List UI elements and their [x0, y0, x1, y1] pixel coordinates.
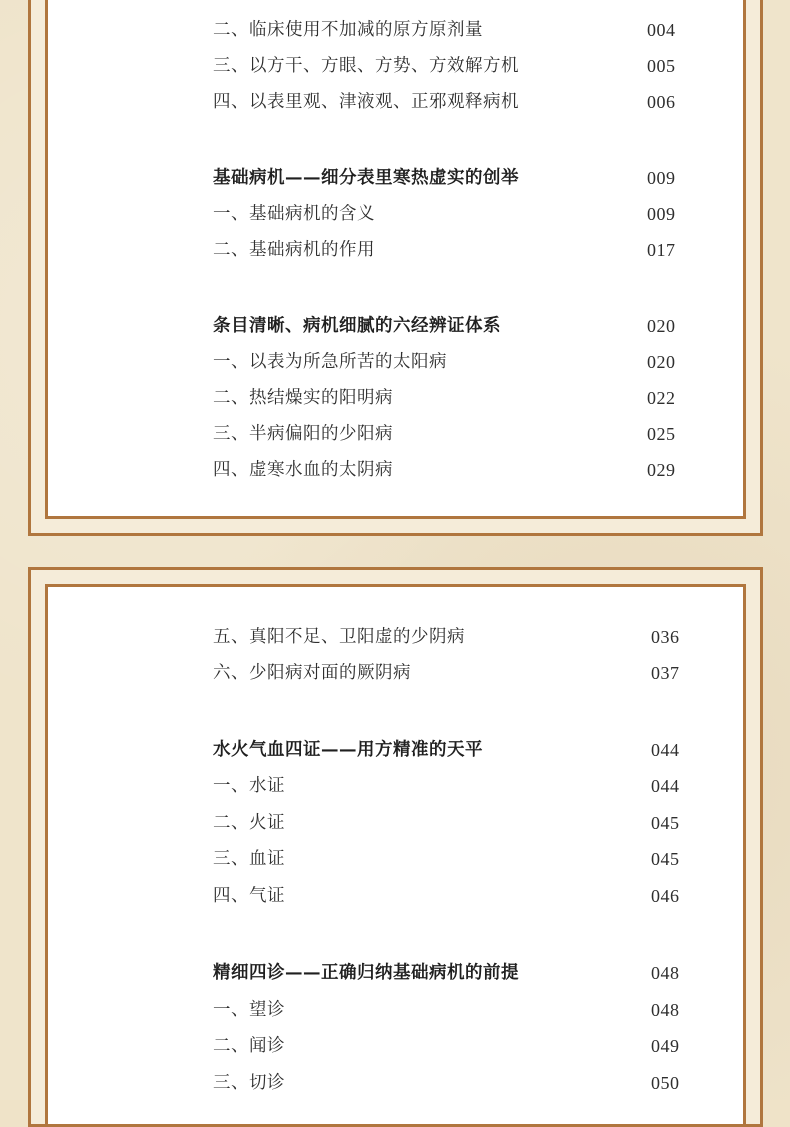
toc-entry[interactable] [48, 455, 743, 485]
toc-entry-page: 022 [647, 388, 676, 408]
toc-entry[interactable] [48, 622, 743, 652]
toc-chapter-heading[interactable] [48, 735, 743, 765]
toc-entry-page: 044 [651, 740, 680, 760]
toc-entry[interactable] [48, 995, 743, 1025]
toc-entry[interactable] [48, 199, 743, 229]
toc-entry-page: 017 [647, 240, 676, 260]
toc-chapter-heading[interactable] [48, 958, 743, 988]
toc-entry-page: 025 [647, 424, 676, 444]
toc-entry-page: 048 [651, 1000, 680, 1020]
toc-entry[interactable] [48, 419, 743, 449]
toc-entry-page: 045 [651, 849, 680, 869]
toc-chapter-heading[interactable] [48, 311, 743, 341]
toc-entry[interactable] [48, 87, 743, 117]
toc-entry[interactable] [48, 844, 743, 874]
toc-entry-title: 一、望诊 [213, 1000, 285, 1020]
toc-entry-title: 一、以表为所急所苦的太阳病 [213, 352, 447, 372]
toc-entry-page: 029 [647, 460, 676, 480]
toc-entry-page: 020 [647, 316, 676, 336]
toc-entry-title: 四、以表里观、津液观、正邪观释病机 [213, 92, 519, 112]
toc-entry-title: 一、基础病机的含义 [213, 204, 375, 224]
toc-entry-page: 004 [647, 20, 676, 40]
toc-chapter-title: 条目清晰、病机细腻的六经辨证体系 [213, 316, 501, 336]
toc-entry-title: 五、真阳不足、卫阳虚的少阴病 [213, 627, 465, 647]
toc-entry[interactable] [48, 1068, 743, 1098]
toc-entry-title: 三、血证 [213, 849, 285, 869]
toc-entry[interactable] [48, 658, 743, 688]
toc-entry[interactable] [48, 808, 743, 838]
toc-entry-page: 049 [651, 1036, 680, 1056]
toc-entry-page: 006 [647, 92, 676, 112]
toc-entry[interactable] [48, 15, 743, 45]
toc-entry-page: 005 [647, 56, 676, 76]
toc-entry-title: 三、以方干、方眼、方势、方效解方机 [213, 56, 519, 76]
toc-entry-page: 044 [651, 776, 680, 796]
toc-chapter-title: 基础病机——细分表里寒热虚实的创举 [213, 168, 519, 188]
toc-entry-title: 三、切诊 [213, 1073, 285, 1093]
toc-entry[interactable] [48, 347, 743, 377]
toc-entry-page: 009 [647, 168, 676, 188]
toc-entry[interactable] [48, 51, 743, 81]
toc-entry-page: 046 [651, 886, 680, 906]
toc-entry-page: 050 [651, 1073, 680, 1093]
toc-entry-title: 二、火证 [213, 813, 285, 833]
toc-entry-title: 二、基础病机的作用 [213, 240, 375, 260]
toc-entry-page: 036 [651, 627, 680, 647]
toc-entry-title: 二、闻诊 [213, 1036, 285, 1056]
toc-entry-title: 二、热结燥实的阳明病 [213, 388, 393, 408]
toc-entry-page: 009 [647, 204, 676, 224]
toc-entry[interactable] [48, 771, 743, 801]
toc-chapter-title: 水火气血四证——用方精准的天平 [213, 740, 483, 760]
toc-entry-title: 三、半病偏阳的少阳病 [213, 424, 393, 444]
toc-entry-title: 六、少阳病对面的厥阴病 [213, 663, 411, 683]
toc-entry-page: 045 [651, 813, 680, 833]
toc-page-top [45, 0, 746, 519]
toc-entry-page: 037 [651, 663, 680, 683]
toc-entry-title: 二、临床使用不加减的原方原剂量 [213, 20, 483, 40]
toc-entry-title: 一、水证 [213, 776, 285, 796]
toc-entry-title: 四、虚寒水血的太阴病 [213, 460, 393, 480]
toc-entry-page: 020 [647, 352, 676, 372]
toc-chapter-title: 精细四诊——正确归纳基础病机的前提 [213, 963, 519, 983]
toc-entry-title: 四、气证 [213, 886, 285, 906]
toc-chapter-heading[interactable] [48, 163, 743, 193]
toc-page-bottom [45, 584, 746, 1124]
toc-entry[interactable] [48, 1031, 743, 1061]
toc-panel-top [28, 0, 763, 536]
toc-entry[interactable] [48, 383, 743, 413]
toc-entry-page: 048 [651, 963, 680, 983]
toc-panel-bottom [28, 567, 763, 1127]
toc-entry[interactable] [48, 881, 743, 911]
toc-entry[interactable] [48, 235, 743, 265]
